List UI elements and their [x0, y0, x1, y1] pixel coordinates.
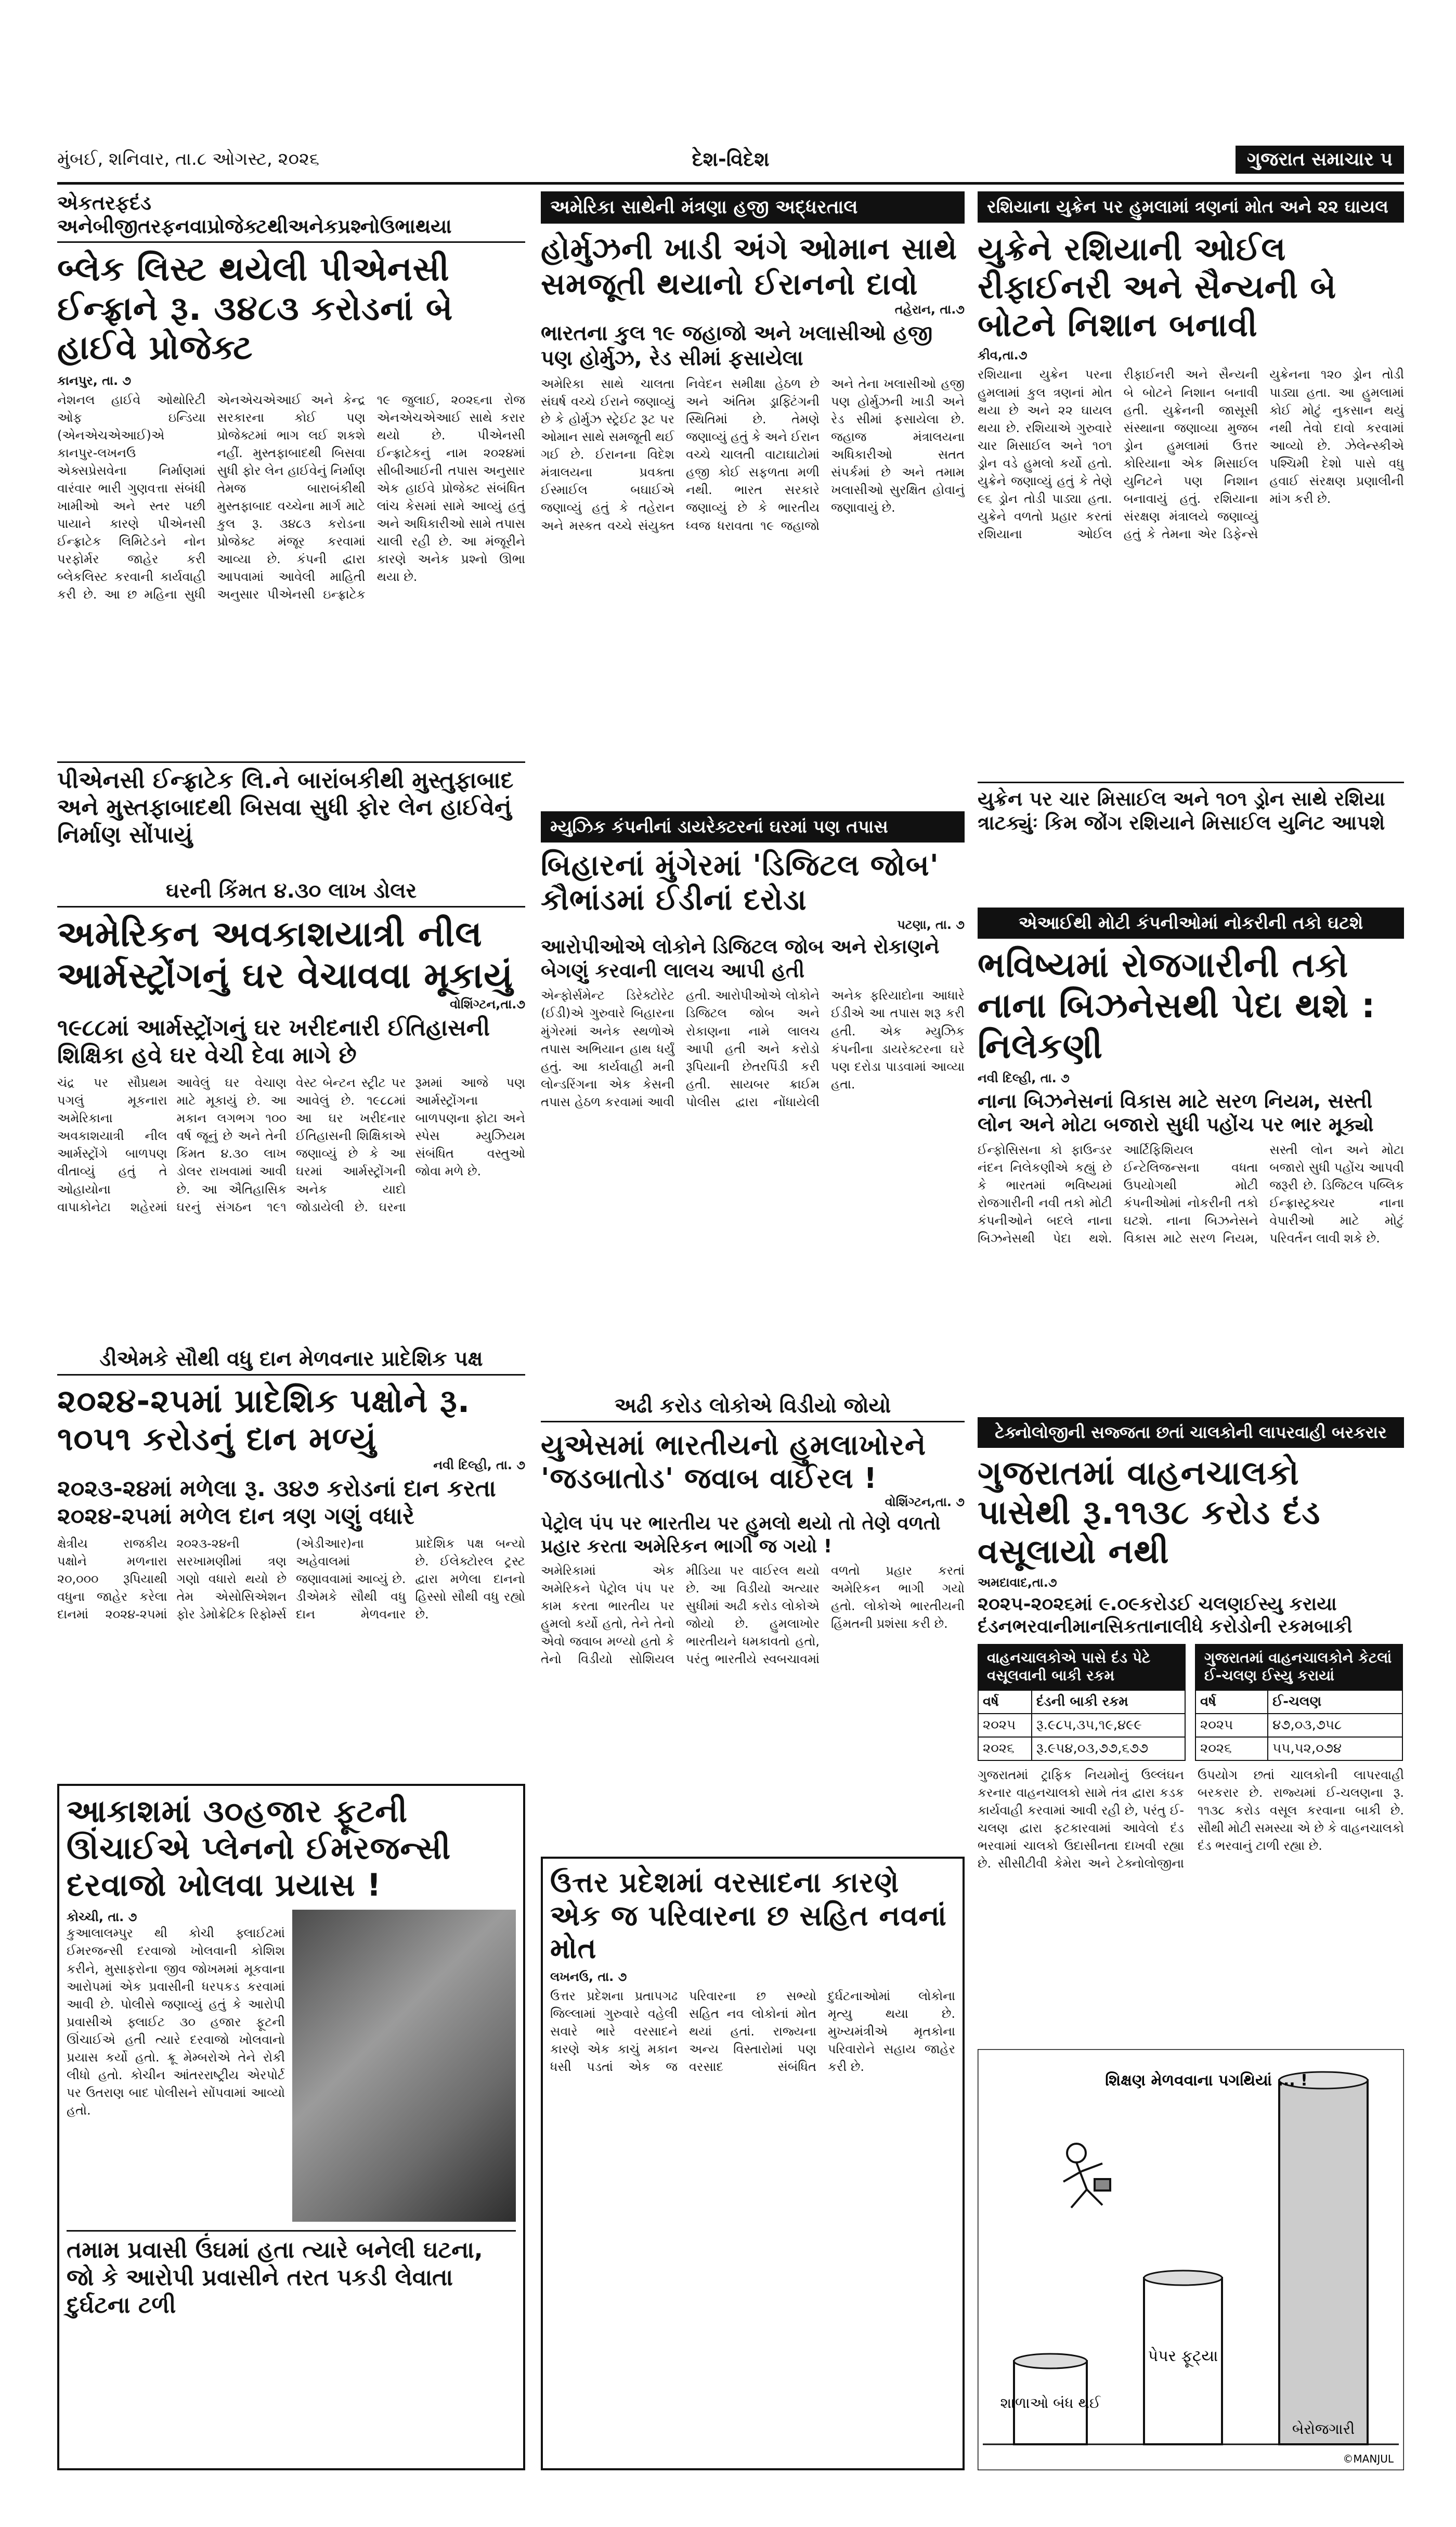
article-body: નેશનલ હાઈવે ઓથોરિટી ઓફ ઇન્ડિયા (એનએચએઆઈ)એ કાનપુર-લખનઉ એક્સપ્રેસવેના નિર્માણમાં વારંવાર ભારી ગુણવત્તા સંબંધી ખામીઓ અને સ્તર પછી પાયાને કારણે પીએનસી ઈન્ફ્રાટેક લિમિટેડને નોન પરફોર્મર જાહેર કરી બ્લેકલિસ્ટ કરવાની કાર્યવાહી કરી છે. આ છ મહિના સુધી એનએચએઆઈ અને કેન્દ્ર સરકારના કોઈ પણ પ્રોજેક્ટમાં ભાગ લઈ શકશે નહીં. મુસ્તફાબાદથી બિસવા સુધી ફોર લેન હાઈવેનું નિર્માણ તેમજ બારાબંકીથી મુસ્તફાબાદ વચ્ચેના માર્ગ માટે કુલ રૂ. ૩૪૮૩ કરોડના પ્રોજેક્ટ મંજૂર કરવામાં આવ્યા છે. કંપની દ્વારા આપવામાં આવેલી માહિતી અનુસાર પીએનસી ઇન્ફ્રાટેક ૧૯ જુલાઈ, ૨૦૨૬ના રોજ એનએચએઆઈ સાથે કરાર થયો છે. પીએનસી ઈન્ફ્રાટેકનું નામ ૨૦૨૪માં સીબીઆઈની તપાસ અનુસાર એક હાઈવે પ્રોજેક્ટ સંબંધિત લાંચ કેસમાં સામે આવ્યું હતું અને અધિકારીઓ સામે તપાસ ચાલી રહી છે. આ મંજૂરીને કારણે અનેક પ્રશ્નો ઊભા થયા છે.: [57, 392, 525, 602]
headline: આકાશમાં ૩૦હજાર ફૂટની ઊંચાઈએ પ્લેનનો ઈમરજન્સી દરવાજો ખોલવા પ્રયાસ !: [67, 1793, 451, 1903]
headline: હોર્મુઝની ખાડી અંગે ઓમાન સાથે સમજૂતી થયાનો ઈરાનનો દાવો: [541, 231, 958, 302]
headline: ઉત્તર પ્રદેશમાં વરસાદના કારણે એક જ પરિવારના છ સહિત નવનાં મોત: [550, 1866, 947, 1965]
article-us-attack: [541, 1394, 965, 1846]
subheadline: ૧૯૮૮માં આર્મસ્ટ્રોંગનું ઘર ખરીદનારી ઈતિહાસની શિક્ષિકા હવે ઘર વેચી દેવા માગે છે: [57, 1015, 490, 1069]
article-body: ઉત્તર પ્રદેશના પ્રતાપગઢ જિલ્લામાં ગુરુવારે વહેલી સવારે ભારે વરસાદને કારણે એક કાચું મકાન ધસી પડતાં એક જ પરિવારના છ સભ્યો સહિત નવ લોકોનાં મોત થયાં હતાં. રાજ્યના અન્ય વિસ્તારોમાં પણ વરસાદ સંબંધિત દુર્ઘટનાઓમાં લોકોના મૃત્યુ થયા છે. મુખ્યમંત્રીએ મૃતકોના પરિવારોને સહાય જાહેર કરી છે.: [550, 1989, 955, 2075]
headline: ગુજરાતમાં વાહનચાલકો પાસેથી રૂ.૧૧૩૮ કરોડ દંડ વસૂલાયો નથી: [978, 1454, 1321, 1572]
article-hormuz: [541, 191, 965, 800]
masthead: ગુજરાત સમાચાર ૫: [1236, 146, 1404, 174]
table-cell: ૨૦૨૬: [1195, 1737, 1268, 1760]
article-russia-ukraine: [978, 191, 1404, 896]
table-row: [978, 1714, 1185, 1737]
article-party-donations: [57, 1347, 525, 1773]
table-header: દંડની બાકી રકમ: [1032, 1690, 1185, 1714]
header-rule: [57, 182, 1404, 185]
cartoon-illustration: [978, 2049, 1404, 2470]
article-dateline: પટણા, તા. ૭: [897, 917, 965, 932]
article-body: રશિયાના યુક્રેન પરના હુમલામાં કુલ ત્રણનાં મોત થયા છે અને ૨૨ ઘાયલ થયા છે. રશિયાએ ગુરુવારે ચાર મિસાઈલ અને ૧૦૧ ડ્રોન વડે હુમલો કર્યો હતો. યુક્રેને જણાવ્યું હતું કે તેણે ૯૬ ડ્રોન તોડી પાડ્યા હતા. યુક્રેને વળતો પ્રહાર કરતાં રશિયાના ઓઈલ રીફાઈનરી અને સૈન્યની બે બોટને નિશાન બનાવી હતી. યુક્રેનની જાસૂસી સંસ્થાના જણાવ્યા મુજબ ડ્રોન હુમલામાં ઉત્તર કોરિયાના એક મિસાઈલ યુનિટને પણ નિશાન બનાવાયું હતું. રશિયાના સંરક્ષણ મંત્રાલયે જણાવ્યું હતું કે તેમના એર ડિફેન્સે યુક્રેનના ૧૨૦ ડ્રોન તોડી પાડ્યા હતા. આ હુમલામાં કોઈ મોટું નુકસાન થયું નથી તેવો દાવો કરવામાં આવ્યો છે. ઝેલેન્સ્કીએ પશ્ચિમી દેશો પાસે વધુ હવાઈ સંરક્ષણ પ્રણાલીની માંગ કરી છે.: [978, 367, 1404, 542]
subheadline: નાના બિઝનેસનાં વિકાસ માટે સરળ નિયમ, સસ્તી લોન અને મોટા બજારો સુધી પહોંચ પર ભાર મૂક્યો: [978, 1089, 1374, 1136]
subheadline: ૨૦૨૫-૨૦૨૬માં ૯.૦૯કરોડઈ ચલણઈસ્યુ કરાયા દંડનભરવાનીમાનસિકતાનાલીધે કરોડોની રકમબાકી: [978, 1593, 1353, 1637]
article-body: ઈન્ફોસિસના કો ફાઉન્ડર નંદન નિલેકણીએ કહ્યું છે કે ભારતમાં ભવિષ્યમાં રોજગારીની નવી તકો મોટી કંપનીઓને બદલે નાના બિઝનેસથી પેદા થશે. આર્ટિફિશિયલ ઈન્ટેલિજન્સના વધતા ઉપયોગથી મોટી કંપનીઓમાં નોકરીની તકો ઘટશે. નાના બિઝનેસને વિકાસ માટે સરળ નિયમ, સસ્તી લોન અને મોટા બજારો સુધી પહોંચ આપવી જરૂરી છે. ડિજિટલ પબ્લિક ઈન્ફ્રાસ્ટ્રક્ચર નાના વેપારીઓ માટે મોટું પરિવર્તન લાવી શકે છે.: [978, 1142, 1404, 1246]
article-dateline: વોશિંગ્ટન,તા.૭: [450, 997, 525, 1012]
article-body: ક્ષેત્રીય રાજકીય પક્ષોને મળનારા ૨૦,૦૦૦ રૂપિયાથી વધુના જાહેર કરેલા દાનમાં ૨૦૨૪-૨૫માં ૨૦૨૩-૨૪ની સરખામણીમાં ત્રણ ગણો વધારો થયો છે તેમ એસોસિએશન ફોર ડેમોક્રેટિક રિફોર્મ્સ (એડીઆર)ના અહેવાલમાં જણાવવામાં આવ્યું છે. ડીએમકે સૌથી વધુ દાન મેળવનાર પ્રાદેશિક પક્ષ બન્યો છે. ઈલેક્ટોરલ ટ્રસ્ટ દ્વારા મળેલા દાનનો હિસ્સો સૌથી વધુ રહ્યો છે.: [57, 1536, 525, 1622]
article-ed-raid: [541, 811, 965, 1383]
article-plane-door: [57, 1784, 525, 2470]
kicker: મ્યુઝિક કંપનીનાં ડાયરેક્ટરનાં ઘરમાં પણ તપાસ: [541, 811, 965, 843]
footer-headline: યુક્રેન પર ચાર મિસાઈલ અને ૧૦૧ ડ્રોન સાથે રશિયા ત્રાટક્યુંઃ કિમ જોંગ રશિયાને મિસાઈલ યુનિટ આપશે: [978, 782, 1404, 835]
table-header: ઈ-ચલણ: [1268, 1690, 1402, 1714]
pillar-right-label: બેરોજગારી: [1292, 2420, 1355, 2438]
table-cell: ૨૦૨૬: [978, 1737, 1032, 1760]
headline: બ્લેક લિસ્ટ થયેલી પીએનસી ઈન્ફ્રાને રૂ. ૩૪૮૩ કરોડનાં બે હાઈવે પ્રોજેક્ટ: [57, 250, 453, 368]
headline: ૨૦૨૪-૨૫માં પ્રાદેશિક પક્ષોને રૂ. ૧૦૫૧ કરોડનું દાન મળ્યું: [57, 1382, 471, 1458]
kicker: ડીએમકે સૌથી વધુ દાન મેળવનાર પ્રાદેશિક પક્ષ: [57, 1347, 525, 1376]
kicker: ઘરની કિંમત ૪.૩૦ લાખ ડોલર: [57, 879, 525, 908]
headline: યુક્રેને રશિયાની ઓઈલ રીફાઈનરી અને સૈન્યની બે બોટને નિશાન બનાવી: [978, 230, 1337, 344]
article-pnc-infra: [57, 191, 525, 867]
table-row: [1195, 1714, 1402, 1737]
pillar-unemployment: [1279, 2080, 1368, 2444]
kicker: રશિયાના યુક્રેન પર હુમલામાં ત્રણનાં મોત અને ૨૨ ઘાયલ: [978, 191, 1404, 223]
article-dateline: નવી દિલ્હી, તા. ૭: [978, 1070, 1070, 1085]
article-up-rain: [541, 1857, 965, 2470]
article-dateline: અમદાવાદ,તા.૭: [978, 1575, 1057, 1590]
kicker: એકતરફદંડ અનેબીજીતરફનવાપ્રોજેક્ટથીઅનેકપ્રશ્નોઉભાથયા: [57, 191, 525, 243]
article-dateline: કાનપુર, તા. ૭: [57, 373, 132, 388]
section-title: દેશ-વિદેશ: [692, 148, 770, 171]
kicker: અમેરિકા સાથેની મંત્રણા હજી અદ્ધરતાલ: [541, 191, 965, 224]
subheadline: ભારતના કુલ ૧૯ જહાજો અને ખલાસીઓ હજી પણ હોર્મુઝ, રેડ સીમાં ફસાયેલા: [541, 321, 933, 370]
kicker: એઆઈથી મોટી કંપનીઓમાં નોકરીની તકો ઘટશે: [978, 908, 1404, 939]
article-dateline: તહેરાન, તા.૭: [894, 302, 965, 317]
article-echallan: [978, 1417, 1404, 2041]
article-body: ચંદ્ર પર સૌપ્રથમ પગલું મૂકનારા અમેરિકાના અવકાશયાત્રી નીલ આર્મસ્ટ્રોંગે બાળપણ વીતાવ્યું હતું તે ઓહાયોના વાપાકોનેટા શહેરમાં આવેલું ઘર વેચાણ માટે મૂકાયું છે. આ મકાન લગભગ ૧૦૦ વર્ષ જૂનું છે અને તેની કિંમત ૪.૩૦ લાખ ડોલર રાખવામાં આવી છે. આ ઐતિહાસિક ઘરનું સંગઠન ૧૯૧ વેસ્ટ બેન્ટન સ્ટ્રીટ પર આવેલું છે. ૧૯૮૮માં આ ઘર ખરીદનાર ઈતિહાસની શિક્ષિકાએ જણાવ્યું છે કે આ ઘરમાં આર્મસ્ટ્રોંગની અનેક યાદો જોડાયેલી છે. ઘરના રૂમમાં આજે પણ આર્મસ્ટ્રોંગના બાળપણના ફોટા અને સ્પેસ મ્યુઝિયમ સંબંધિત વસ્તુઓ જોવા મળે છે.: [57, 1075, 525, 1214]
article-body: ગુજરાતમાં ટ્રાફિક નિયમોનું ઉલ્લંઘન કરનાર વાહનચાલકો સામે તંત્ર દ્વારા કડક કાર્યવાહી કરવામાં આવી રહી છે, પરંતુ ઈ-ચલણ દ્વારા ફટકારવામાં આવેલો દંડ ભરવામાં ચાલકો ઉદાસીનતા દાખવી રહ્યા છે. સીસીટીવી કેમેરા અને ટેક્નોલોજીના ઉપયોગ છતાં ચાલકોની લાપરવાહી બરકરાર છે. રાજ્યમાં ઈ-ચલણના રૂ. ૧૧૩૮ કરોડ વસૂલ કરવાના બાકી છે. સૌથી મોટી સમસ્યા એ છે કે વાહનચાલકો દંડ ભરવાનું ટાળી રહ્યા છે.: [978, 1767, 1404, 1871]
footer-headline: પીએનસી ઈન્ફ્રાટેક લિ.ને બારાંબકીથી મુસ્તુફાબાદ અને મુસ્તફાબાદથી બિસવા સુધી ફોર લેન હાઈવેનું નિર્માણ સોંપાયું: [57, 761, 525, 849]
article-dateline: નવી દિલ્હી, તા. ૭: [433, 1458, 525, 1473]
article-dateline: વોશિંગ્ટન,તા. ૭: [885, 1495, 965, 1510]
article-dateline: લખનઉ, તા. ૭: [550, 1969, 627, 1985]
table-title: ગુજરાતમાં વાહનચાલકોને કેટલાં ઈ-ચલણ ઈસ્યુ કરાયાં: [1195, 1644, 1403, 1690]
article-dateline: કીવ,તા.૭: [978, 348, 1028, 363]
table-pending-fines: [978, 1644, 1186, 1761]
table-row: [978, 1737, 1185, 1760]
pillar-mid-label: પેપર ફૂટ્યા: [1148, 2347, 1218, 2365]
table-cell: ૪૭,૦૩,૭૫૮: [1268, 1714, 1402, 1737]
table-cell: ૨૦૨૫: [978, 1714, 1032, 1737]
table-header: વર્ષ: [1195, 1690, 1268, 1714]
table-header: વર્ષ: [978, 1690, 1032, 1714]
page-header: [57, 146, 1404, 177]
dateline: મુંબઈ, શનિવાર, તા.૮ ઓગસ્ટ, ૨૦૨૬: [57, 149, 320, 170]
article-body: અમેરિકા સાથે ચાલતા સંઘર્ષ વચ્ચે ઈરાને જણાવ્યું છે કે હોર્મુઝ સ્ટ્રેઈટ રૂટ પર ઓમાન સાથે સમજૂતી થઈ ગઈ છે. ઈરાનના વિદેશ મંત્રાલયના પ્રવક્તા ઈસ્માઈલ બઘાઈએ જણાવ્યું હતું કે તહેરાન અને મસ્કત વચ્ચે સંયુક્ત નિવેદન સમીક્ષા હેઠળ છે અને અંતિમ ડ્રાફ્ટિંગની સ્થિતિમાં છે. તેમણે જણાવ્યું હતું કે અને ઈરાન વચ્ચે ચાલતી વાટાઘાટોમાં હજી કોઈ સફળતા મળી નથી. ભારત સરકારે જણાવ્યું છે કે ભારતીય ધ્વજ ધરાવતા ૧૯ જહાજો અને તેના ખલાસીઓ હજી પણ હોર્મુઝની ખાડી અને રેડ સીમાં ફસાયેલા છે. જહાજ મંત્રાલયના અધિકારીઓ સતત સંપર્કમાં છે અને તમામ ખલાસીઓ સુરક્ષિત હોવાનું જણાવાયું છે.: [541, 376, 965, 533]
table-title: વાહનચાલકોએ પાસે દંડ પેટે વસૂલવાની બાકી રકમ: [978, 1644, 1186, 1690]
cartoon-signature: ©MANJUL: [1343, 2453, 1394, 2465]
footer-headline: તમામ પ્રવાસી ઉંઘમાં હતા ત્યારે બનેલી ઘટના, જો કે આરોપી પ્રવાસીને તરત પકડી લેવાતા દુર્ઘટના ટળી: [67, 2230, 516, 2319]
cartoon-caption: શિક્ષણ મેળવવાના પગથિયાં ... !: [1105, 2071, 1308, 2090]
headline: ભવિષ્યમાં રોજગારીની તકો નાના બિઝનેસથી પેદા થશે : નિલેકણી: [978, 945, 1376, 1066]
subheadline: આરોપીઓએ લોકોને ડિજિટલ જોબ અને રોકાણને બેગણું કરવાની લાલચ આપી હતી: [541, 935, 940, 982]
table-row: [1195, 1737, 1402, 1760]
kicker: ટેક્નોલોજીની સજ્જતા છતાં ચાલકોની લાપરવાહી બરકરાર: [978, 1417, 1404, 1448]
news-photo: [292, 1910, 516, 2222]
subheadline: ૨૦૨૩-૨૪માં મળેલા રૂ. ૩૪૭ કરોડનાં દાન કરતા ૨૦૨૪-૨૫માં મળેલ દાન ત્રણ ગણું વધારે: [57, 1475, 496, 1530]
subheadline: પેટ્રોલ પંપ પર ભારતીય પર હુમલો થયો તો તેણે વળતો પ્રહાર કરતા અમેરિકન ભાગી જ ગયો !: [541, 1513, 941, 1557]
table-cell: ૫૫,૫૨,૦૭૪: [1268, 1737, 1402, 1760]
article-body: એન્ફોર્સમેન્ટ ડિરેક્ટોરેટ (ઈડી)એ ગુરુવારે બિહારના મુંગેરમાં અનેક સ્થળોએ તપાસ અભિયાન હાથ ધર્યું હતું. આ કાર્યવાહી મની લોન્ડરિંગના એક કેસની તપાસ હેઠળ કરવામાં આવી હતી. આરોપીઓએ લોકોને ડિજિટલ જોબ અને રોકાણના નામે લાલચ આપી હતી અને કરોડો રૂપિયાની છેતરપિંડી કરી હતી. સાયબર ક્રાઈમ પોલીસ દ્વારા નોંધાયેલી અનેક ફરિયાદોના આધારે ઈડીએ આ તપાસ શરૂ કરી હતી. એક મ્યુઝિક કંપનીના ડાયરેક્ટરના ઘરે પણ દરોડા પાડવામાં આવ્યા હતા.: [541, 988, 965, 1109]
cartoon-panel: [978, 2049, 1404, 2470]
article-body: કુઆલાલમ્પુર થી કોચી ફ્લાઈટમાં ઈમરજન્સી દરવાજો ખોલવાની કોશિશ કરીને, મુસાફરોના જીવ જોખમમાં મૂકવાના આરોપમાં એક પ્રવાસીની ધરપકડ કરવામાં આવી છે. પોલીસે જણાવ્યું હતું કે આરોપી પ્રવાસીએ ફ્લાઈટ ૩૦ હજાર ફૂટની ઊંચાઈએ હતી ત્યારે દરવાજો ખોલવાનો પ્રયાસ કર્યો હતો. ક્રૂ મેમ્બરોએ તેને રોકી લીધો હતો. કોચીન આંતરરાષ્ટ્રીય એરપોર્ટ પર ઉતરાણ બાદ પોલીસને સોંપવામાં આવ્યો હતો.: [67, 1926, 285, 2118]
kicker: અઢી કરોડ લોકોએ વિડીયો જોયો: [541, 1394, 965, 1422]
table-echallans-issued: [1195, 1644, 1403, 1761]
headline: બિહારનાં મુંગેરમાં 'ડિજિટલ જોબ' કૌભાંડમાં ઈડીનાં દરોડા: [541, 849, 939, 917]
table-cell: રૂ.૯૫૪,૦૩,૭૭,૬૭૭: [1032, 1737, 1185, 1760]
headline: યુએસમાં ભારતીયનો હુમલાખોરને 'જડબાતોડ' જવાબ વાઈરલ !: [541, 1429, 927, 1495]
article-dateline: કોચ્ચી, તા. ૭: [67, 1910, 137, 1925]
article-armstrong-house: [57, 879, 525, 1337]
article-body: અમેરિકામાં એક અમેરિકને પેટ્રોલ પંપ પર કામ કરતા ભારતીય પર હુમલો કર્યો હતો, તેને તેનો એવો જવાબ મળ્યો હતો કે તેનો વિડીયો સોશિયલ મીડિયા પર વાઈરલ થયો છે. આ વિડીયો અત્યાર સુધીમાં અઢી કરોડ લોકોએ જોયો છે. હુમલાખોર ભારતીયને ધમકાવતો હતો, પરંતુ ભારતીયે સ્વબચાવમાં વળતો પ્રહાર કરતાં અમેરિકન ભાગી ગયો હતો. લોકોએ ભારતીયની હિંમતની પ્રશંસા કરી છે.: [541, 1563, 965, 1667]
table-cell: રૂ.૯૮૫,૩૫,૧૯,૪૯૯: [1032, 1714, 1185, 1737]
table-cell: ૨૦૨૫: [1195, 1714, 1268, 1737]
headline: અમેરિકન અવકાશયાત્રી નીલ આર્મસ્ટ્રોંગનું ઘર વેચાવવા મૂકાયું: [57, 914, 513, 997]
pillar-left-label: શાળાઓ બંધ થઈ: [1000, 2394, 1101, 2412]
article-nilekani: [978, 908, 1404, 1407]
